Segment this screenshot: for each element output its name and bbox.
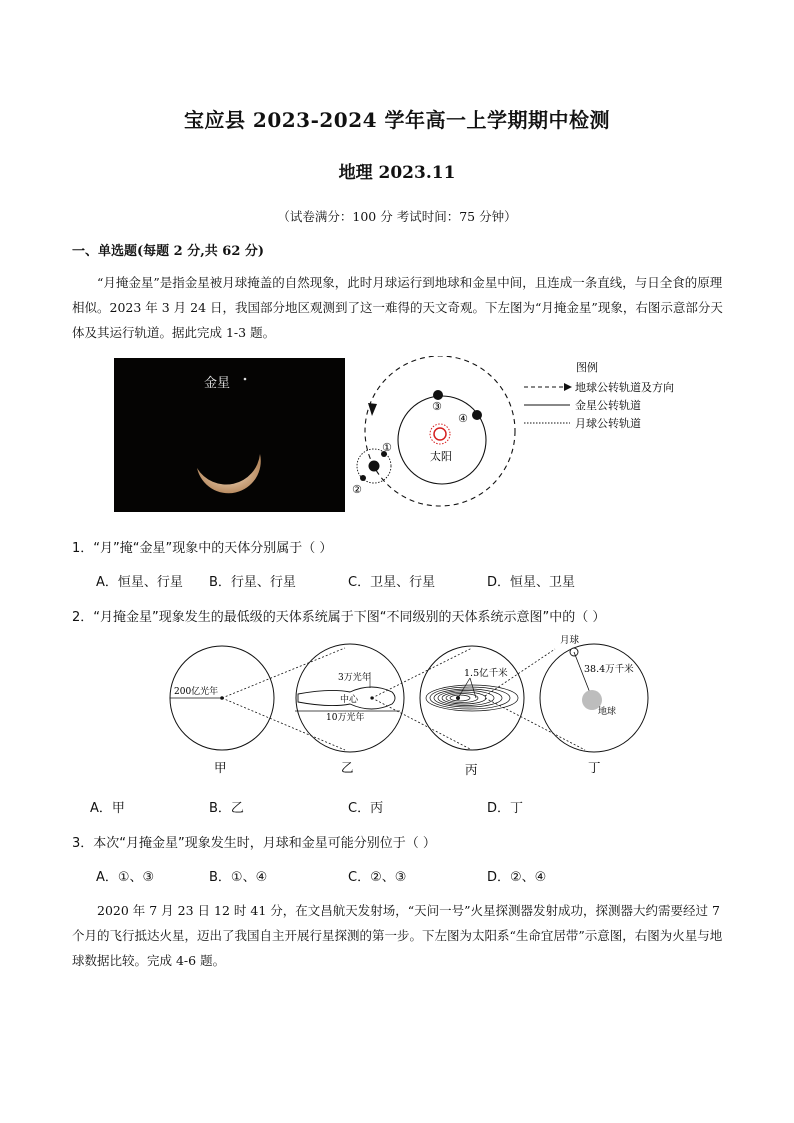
moon-crescent	[197, 454, 261, 493]
exam-info: （试卷满分：100 分 考试时间：75 分钟）	[277, 209, 517, 224]
marker-3: ③	[432, 400, 442, 413]
circle-bing	[420, 646, 524, 750]
q3-option-b[interactable]: B．①、④	[209, 870, 268, 885]
celestial-systems-diagram	[160, 632, 650, 780]
q3-option-c[interactable]: C．②、③	[348, 870, 407, 885]
orbit-diagram	[350, 356, 690, 516]
legend-title: 图例	[576, 361, 598, 374]
svg-text:月球: 月球	[560, 635, 580, 646]
legend-venus-orbit	[524, 398, 641, 412]
svg-text:38.4万千米: 38.4万千米	[584, 664, 634, 675]
q2-option-a[interactable]: A．甲	[90, 801, 125, 816]
svg-text:1.5亿千米: 1.5亿千米	[464, 668, 508, 679]
svg-text:金星公转轨道: 金星公转轨道	[575, 399, 641, 412]
legend-earth-orbit	[524, 380, 674, 394]
earth-dot	[369, 461, 380, 472]
q1-option-a[interactable]: A．恒星、行星	[96, 575, 183, 590]
exam-title: 宝应县 2023-2024 学年高一上学期期中检测	[183, 108, 611, 132]
q2-option-c[interactable]: C．丙	[348, 801, 384, 816]
label-ding: 丁	[588, 760, 601, 775]
svg-text:200亿光年: 200亿光年	[174, 687, 219, 697]
sun-label: 太阳	[430, 450, 452, 463]
q3-option-a[interactable]: A．①、③	[96, 870, 155, 885]
q2-option-b[interactable]: B．乙	[209, 801, 244, 816]
occultation-photo	[114, 358, 345, 512]
svg-text:月球公转轨道: 月球公转轨道	[575, 417, 641, 430]
venus-dot	[244, 378, 247, 381]
exam-subtitle: 地理 2023.11	[338, 163, 456, 183]
q1-option-d[interactable]: D．恒星、卫星	[487, 575, 576, 590]
section-heading: 一、单选题(每题 2 分,共 62 分)	[72, 244, 265, 259]
marker-1: ①	[382, 441, 392, 454]
connector-yi-bing-bottom	[372, 698, 472, 750]
question-1-stem: 1．“月”掩“金星”现象中的天体分别属于（ ）	[72, 541, 333, 556]
label-bing: 丙	[465, 762, 478, 777]
marker-2: ②	[352, 483, 362, 496]
venus-label: 金星	[204, 376, 231, 391]
passage-2: 2020 年 7 月 23 日 12 时 41 分，在文昌航天发射场，“天问一号”火星探测器发射成功，探测器大约需要经过 7 个月的飞行抵达火星，迈出了我国自主开展行星探测的第一步。下左图为太阳系“生命宜居带”示意图，右图为火星与地球数据比较。完成 4-6 题。	[72, 903, 723, 968]
venus-position-4	[472, 410, 482, 420]
label-yi: 乙	[341, 760, 354, 775]
svg-text:地球公转轨道及方向: 地球公转轨道及方向	[575, 381, 674, 394]
q2-option-d[interactable]: D．丁	[487, 801, 524, 816]
svg-text:3万光年: 3万光年	[338, 673, 371, 683]
venus-position-3	[433, 390, 443, 400]
svg-text:地球: 地球	[598, 707, 617, 717]
question-3-stem: 3．本次“月掩金星”现象发生时，月球和金星可能分别位于（ ）	[72, 836, 436, 851]
circle-ding	[540, 634, 648, 752]
marker-4: ④	[458, 412, 468, 425]
sun-icon	[430, 424, 450, 444]
q1-option-c[interactable]: C．卫星、行星	[348, 575, 436, 590]
svg-text:中心: 中心	[340, 695, 359, 705]
moon-crescent-graphic	[114, 358, 345, 512]
legend-moon-orbit	[524, 416, 641, 430]
svg-text:10万光年: 10万光年	[326, 713, 365, 723]
passage-1: “月掩金星”是指金星被月球掩盖的自然现象，此时月球运行到地球和金星中间，且连成一条直线，与日全食的原理相似。2023 年 3 月 24 日，我国部分地区观测到了这一难得的天文奇观。下左图为“月掩金星”现象，右图示意部分天体及其运行轨道。据此完成 1-3 题。	[72, 275, 723, 340]
label-jia: 甲	[214, 760, 227, 775]
q3-option-d[interactable]: D．②、④	[487, 870, 547, 885]
orbit-direction-arrow	[368, 403, 377, 416]
q1-option-b[interactable]: B．行星、行星	[209, 575, 296, 590]
moon-position-2	[360, 475, 366, 481]
circle-yi	[295, 644, 404, 752]
connector-yi-bing-top	[372, 648, 472, 698]
question-2-stem: 2．“月掩金星”现象发生的最低级的天体系统属于下图“不同级别的天体系统示意图”中的（ ）	[72, 610, 606, 625]
